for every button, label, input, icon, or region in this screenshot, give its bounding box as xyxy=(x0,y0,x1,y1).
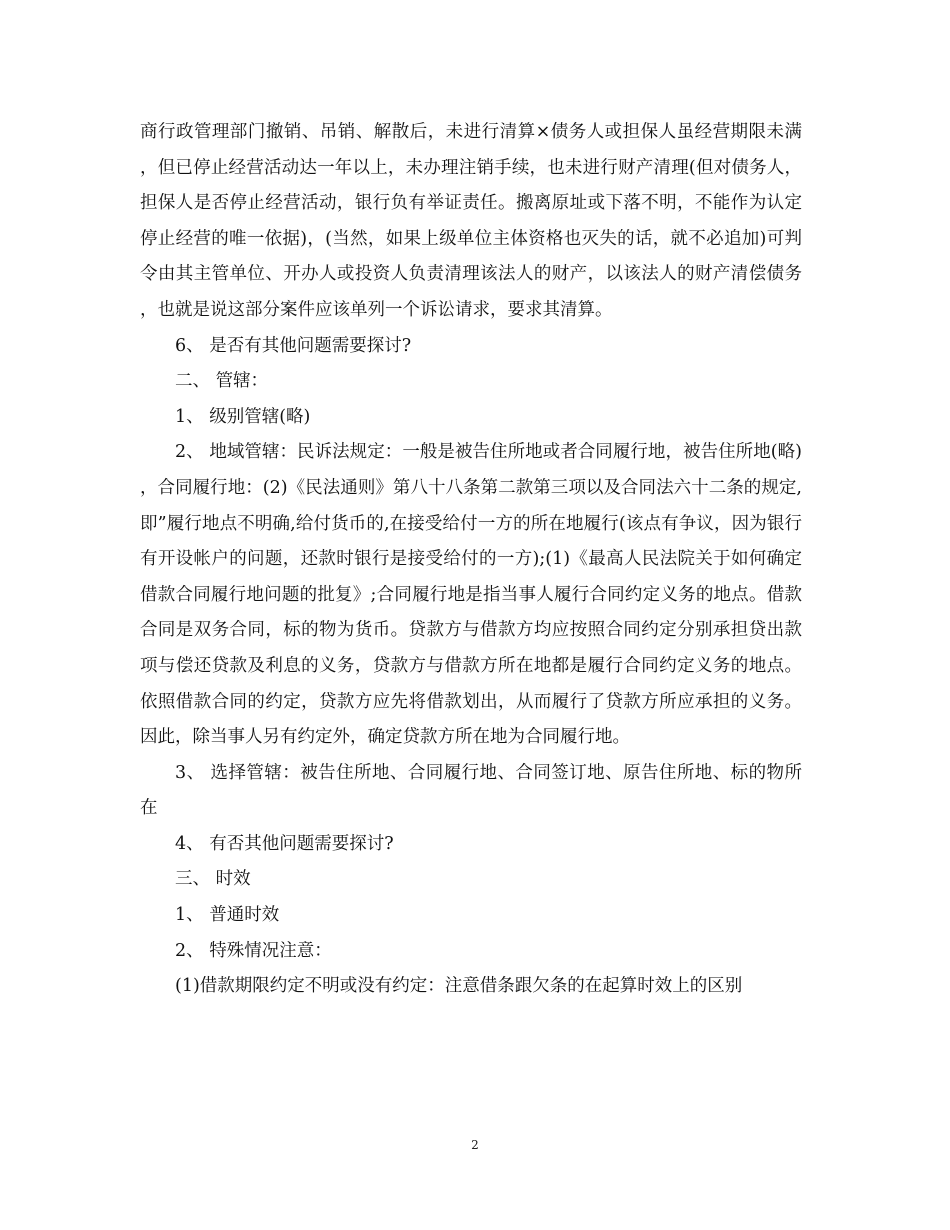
paragraph-item-6-question: 6、 是否有其他问题需要探讨? xyxy=(175,335,412,356)
paragraph-ordinary-limitation: 1、 普通时效 xyxy=(175,905,280,926)
section-heading-limitation: 三、 时效 xyxy=(175,869,251,890)
paragraph-loan-term-unclear: (1)借款期限约定不明或没有约定：注意借条跟欠条的在起算时效上的区别 xyxy=(175,976,743,997)
paragraph-continuation: 商行政管理部门撤销、吊销、解散后，未进行清算×债务人或担保人虽经营期限未满，但已停止经营活动达一年以上，未办理注销手续，也未进行财产清理(但对债务人，担保人是否停止经营活动，银行负有举证责任。搬离原址或下落不明，不能作为认定停止经营的唯一依据)，(当然，如果上级单位主体资格也灭失的话，就不必追加)可判令由其主管单位、开办人或投资人负责清理该法人的财产，以该法人的财产清偿债务，也就是说这部分案件应该单列一个诉讼请求，要求其清算。 xyxy=(140,122,802,320)
section-heading-jurisdiction: 二、 管辖： xyxy=(175,371,269,392)
paragraph-optional-jurisdiction: 3、 选择管辖：被告住所地、合同履行地、合同签订地、原告住所地、标的物所在 xyxy=(140,762,802,819)
paragraph-item-4-question: 4、 有否其他问题需要探讨? xyxy=(175,833,394,854)
body-text xyxy=(140,115,802,1005)
page-number: 2 xyxy=(471,1138,479,1152)
paragraph-level-jurisdiction: 1、 级别管辖(略) xyxy=(175,406,311,427)
paragraph-territorial-jurisdiction: 2、 地域管辖：民诉法规定：一般是被告住所地或者合同履行地，被告住所地(略)，合同履行地：(2)《民法通则》第八十八条第二款第三项以及合同法六十二条的规定,即”履行地点不明确,给付货币的,在接受给付一方的所在地履行(该点有争议，因为银行有开设帐户的问题，还款时银行是接受给付的一方);(1)《最高人民法院关于如何确定借款合同履行地问题的批复》;合同履行地是指当事人履行合同约定义务的地点。借款合同是双务合同，标的物为货币。贷款方与借款方均应按照合同约定分别承担贷出款项与偿还贷款及利息的义务，贷款方与借款方所在地都是履行合同约定义务的地点。依照借款合同的约定，贷款方应先将借款划出，从而履行了贷款方所应承担的义务。因此，除当事人另有约定外，确定贷款方所在地为合同履行地。 xyxy=(140,442,802,748)
paragraph-special-cases: 2、 特殊情况注意： xyxy=(175,940,332,961)
